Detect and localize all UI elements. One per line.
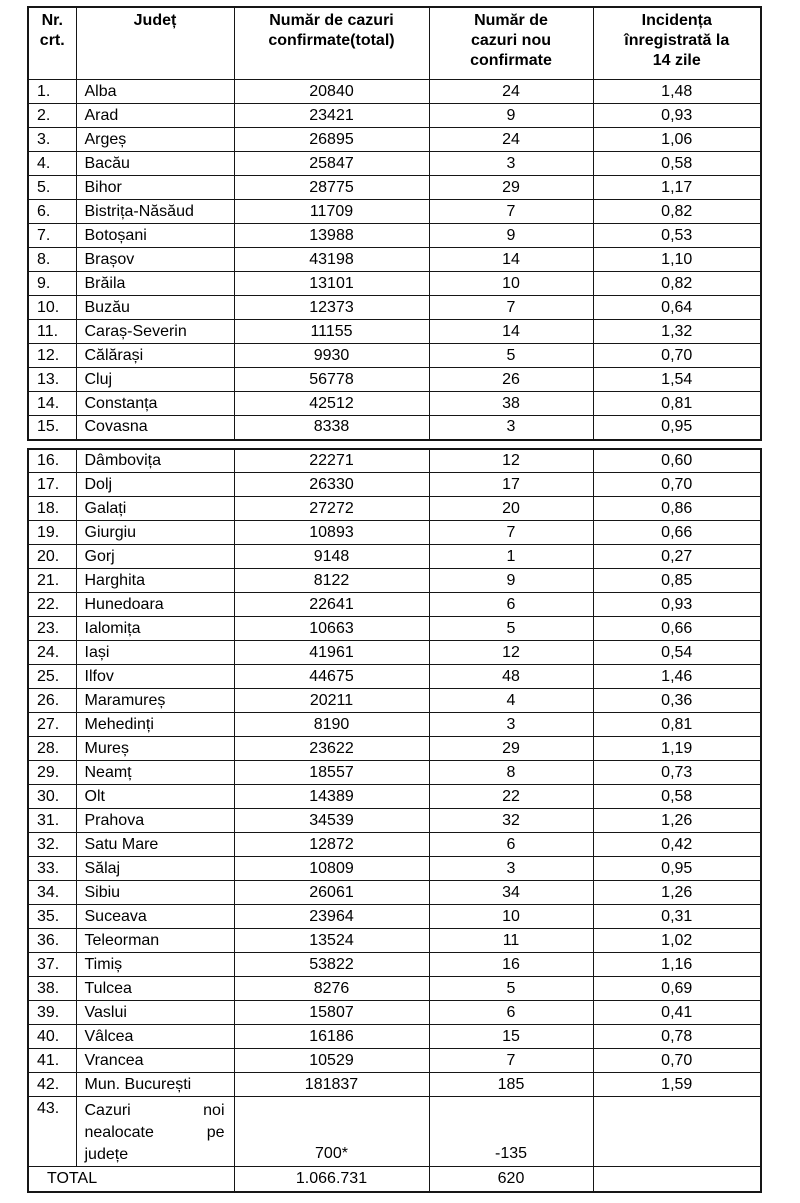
incidence-cell: 0,42 bbox=[593, 833, 761, 857]
total-confirmed-cell: 10893 bbox=[234, 521, 429, 545]
new-confirmed-cell: 8 bbox=[429, 761, 593, 785]
county-name-cell: Vrancea bbox=[76, 1049, 234, 1073]
table-row bbox=[28, 200, 761, 224]
total-confirmed-cell: 18557 bbox=[234, 761, 429, 785]
new-confirmed-cell: 24 bbox=[429, 80, 593, 104]
row-number-cell: 31. bbox=[28, 809, 76, 833]
incidence-cell: 1,17 bbox=[593, 176, 761, 200]
total-confirmed-cell: 10529 bbox=[234, 1049, 429, 1073]
table-body-part2 bbox=[28, 449, 761, 1097]
table-row bbox=[28, 224, 761, 248]
county-name-cell: Satu Mare bbox=[76, 833, 234, 857]
county-cases-table-wrap bbox=[27, 6, 764, 1193]
county-name-cell: Bihor bbox=[76, 176, 234, 200]
county-name-cell: Botoșani bbox=[76, 224, 234, 248]
total-confirmed-cell: 25847 bbox=[234, 152, 429, 176]
incidence-cell: 0,58 bbox=[593, 785, 761, 809]
new-confirmed-cell: 3 bbox=[429, 713, 593, 737]
table-row bbox=[28, 1073, 761, 1097]
col-header-judet: Județ bbox=[76, 7, 234, 80]
total-confirmed-cell: 1.066.731 bbox=[234, 1167, 429, 1192]
table-row bbox=[28, 569, 761, 593]
county-name-cell: Vâlcea bbox=[76, 1025, 234, 1049]
row-number-cell: 42. bbox=[28, 1073, 76, 1097]
new-confirmed-cell: 7 bbox=[429, 296, 593, 320]
total-confirmed-cell: 27272 bbox=[234, 497, 429, 521]
county-name-cell: Mureș bbox=[76, 737, 234, 761]
new-confirmed-cell: 3 bbox=[429, 152, 593, 176]
new-confirmed-cell: 5 bbox=[429, 977, 593, 1001]
row-number-cell: 40. bbox=[28, 1025, 76, 1049]
new-confirmed-cell: 24 bbox=[429, 128, 593, 152]
incidence-cell bbox=[593, 1167, 761, 1192]
row-number-cell: 37. bbox=[28, 953, 76, 977]
table-row bbox=[28, 368, 761, 392]
row-number-cell: 13. bbox=[28, 368, 76, 392]
total-confirmed-cell: 26061 bbox=[234, 881, 429, 905]
county-name-cell: Arad bbox=[76, 104, 234, 128]
incidence-cell: 1,26 bbox=[593, 809, 761, 833]
total-confirmed-cell: 26895 bbox=[234, 128, 429, 152]
table-row bbox=[28, 1025, 761, 1049]
row-number-cell: 2. bbox=[28, 104, 76, 128]
county-name-cell: Neamț bbox=[76, 761, 234, 785]
row-number-cell: 22. bbox=[28, 593, 76, 617]
row-number-cell: 39. bbox=[28, 1001, 76, 1025]
total-confirmed-cell: 11709 bbox=[234, 200, 429, 224]
table-row bbox=[28, 272, 761, 296]
incidence-cell: 1,19 bbox=[593, 737, 761, 761]
new-confirmed-cell: 12 bbox=[429, 641, 593, 665]
total-confirmed-cell: 13524 bbox=[234, 929, 429, 953]
county-name-cell: Mehedinți bbox=[76, 713, 234, 737]
county-name-cell-justified bbox=[76, 1097, 234, 1167]
justified-line-1: Cazuri noi bbox=[84, 1102, 225, 1119]
total-confirmed-cell: 8338 bbox=[234, 416, 429, 440]
total-confirmed-cell: 181837 bbox=[234, 1073, 429, 1097]
row-number-cell: 9. bbox=[28, 272, 76, 296]
incidence-cell: 0,69 bbox=[593, 977, 761, 1001]
county-name-cell: Prahova bbox=[76, 809, 234, 833]
row-number-cell: 30. bbox=[28, 785, 76, 809]
row-number-cell: 5. bbox=[28, 176, 76, 200]
table-row bbox=[28, 176, 761, 200]
row-number-cell: 32. bbox=[28, 833, 76, 857]
table-row bbox=[28, 473, 761, 497]
table-row bbox=[28, 977, 761, 1001]
county-name-cell: Sălaj bbox=[76, 857, 234, 881]
county-name-cell: Dolj bbox=[76, 473, 234, 497]
incidence-cell: 0,82 bbox=[593, 272, 761, 296]
total-confirmed-cell: 8190 bbox=[234, 713, 429, 737]
incidence-cell: 0,41 bbox=[593, 1001, 761, 1025]
table-body-special bbox=[28, 1097, 761, 1192]
row-number-cell: 18. bbox=[28, 497, 76, 521]
table-row bbox=[28, 1049, 761, 1073]
new-confirmed-cell: 7 bbox=[429, 521, 593, 545]
total-confirmed-cell: 23421 bbox=[234, 104, 429, 128]
new-confirmed-cell: 34 bbox=[429, 881, 593, 905]
total-confirmed-cell: 44675 bbox=[234, 665, 429, 689]
row-number-cell: 38. bbox=[28, 977, 76, 1001]
row-number-cell: 7. bbox=[28, 224, 76, 248]
incidence-cell: 0,73 bbox=[593, 761, 761, 785]
county-name-cell: Harghita bbox=[76, 569, 234, 593]
incidence-cell: 0,70 bbox=[593, 344, 761, 368]
new-confirmed-cell: 17 bbox=[429, 473, 593, 497]
total-confirmed-cell: 15807 bbox=[234, 1001, 429, 1025]
row-number-cell: 28. bbox=[28, 737, 76, 761]
county-name-cell: Constanța bbox=[76, 392, 234, 416]
incidence-cell: 1,46 bbox=[593, 665, 761, 689]
county-name-cell: Ialomița bbox=[76, 617, 234, 641]
county-name-cell: Buzău bbox=[76, 296, 234, 320]
header-row bbox=[28, 7, 761, 80]
table-row bbox=[28, 881, 761, 905]
incidence-cell: 0,93 bbox=[593, 104, 761, 128]
total-confirmed-cell: 26330 bbox=[234, 473, 429, 497]
row-number-cell: 3. bbox=[28, 128, 76, 152]
table-row bbox=[28, 128, 761, 152]
county-name-cell: Vaslui bbox=[76, 1001, 234, 1025]
total-confirmed-cell: 9148 bbox=[234, 545, 429, 569]
table-row bbox=[28, 392, 761, 416]
table-row bbox=[28, 737, 761, 761]
total-confirmed-cell: 700* bbox=[234, 1097, 429, 1167]
table-row bbox=[28, 761, 761, 785]
incidence-cell: 0,86 bbox=[593, 497, 761, 521]
table-row bbox=[28, 617, 761, 641]
incidence-cell: 1,10 bbox=[593, 248, 761, 272]
new-confirmed-cell: 14 bbox=[429, 248, 593, 272]
new-confirmed-cell: 10 bbox=[429, 905, 593, 929]
table-row bbox=[28, 248, 761, 272]
total-confirmed-cell: 13988 bbox=[234, 224, 429, 248]
row-number-cell: 25. bbox=[28, 665, 76, 689]
new-confirmed-cell: 620 bbox=[429, 1167, 593, 1192]
new-confirmed-cell: 5 bbox=[429, 344, 593, 368]
total-confirmed-cell: 10809 bbox=[234, 857, 429, 881]
new-confirmed-cell: 185 bbox=[429, 1073, 593, 1097]
county-name-cell: Cluj bbox=[76, 368, 234, 392]
county-name-cell: Brașov bbox=[76, 248, 234, 272]
incidence-cell: 0,78 bbox=[593, 1025, 761, 1049]
row-number-cell: 15. bbox=[28, 416, 76, 440]
new-confirmed-cell: 16 bbox=[429, 953, 593, 977]
row-number-cell: 33. bbox=[28, 857, 76, 881]
new-confirmed-cell: 6 bbox=[429, 833, 593, 857]
total-confirmed-cell: 9930 bbox=[234, 344, 429, 368]
new-confirmed-cell: 9 bbox=[429, 104, 593, 128]
county-name-cell: Caraș-Severin bbox=[76, 320, 234, 344]
row-number-cell: 21. bbox=[28, 569, 76, 593]
row-number-cell: 34. bbox=[28, 881, 76, 905]
table-row bbox=[28, 449, 761, 473]
incidence-cell: 0,70 bbox=[593, 473, 761, 497]
row-number-cell: 16. bbox=[28, 449, 76, 473]
total-confirmed-cell: 8276 bbox=[234, 977, 429, 1001]
row-number-cell: 17. bbox=[28, 473, 76, 497]
new-confirmed-cell: 32 bbox=[429, 809, 593, 833]
county-name-cell: Călărași bbox=[76, 344, 234, 368]
table-row bbox=[28, 929, 761, 953]
row-number-cell: 24. bbox=[28, 641, 76, 665]
row-number-cell: 12. bbox=[28, 344, 76, 368]
table-row bbox=[28, 80, 761, 104]
new-confirmed-cell: 9 bbox=[429, 224, 593, 248]
table-row bbox=[28, 713, 761, 737]
row-number-cell: 10. bbox=[28, 296, 76, 320]
county-name-cell: Tulcea bbox=[76, 977, 234, 1001]
justified-line-2: nealocate pe bbox=[84, 1124, 225, 1141]
table-row bbox=[28, 497, 761, 521]
table-row bbox=[28, 953, 761, 977]
row-number-cell: 20. bbox=[28, 545, 76, 569]
county-name-cell: Bistrița-Năsăud bbox=[76, 200, 234, 224]
incidence-cell: 0,82 bbox=[593, 200, 761, 224]
incidence-cell: 0,54 bbox=[593, 641, 761, 665]
table-row bbox=[28, 665, 761, 689]
county-name-cell: Sibiu bbox=[76, 881, 234, 905]
total-confirmed-cell: 23964 bbox=[234, 905, 429, 929]
total-confirmed-cell: 12872 bbox=[234, 833, 429, 857]
new-confirmed-cell: 3 bbox=[429, 857, 593, 881]
incidence-cell: 0,64 bbox=[593, 296, 761, 320]
incidence-cell: 1,48 bbox=[593, 80, 761, 104]
incidence-cell: 1,32 bbox=[593, 320, 761, 344]
col-header-new-cases: Număr de cazuri nou confirmate bbox=[429, 7, 593, 80]
new-confirmed-cell: 9 bbox=[429, 569, 593, 593]
col-header-incidence: Incidența înregistrată la 14 zile bbox=[593, 7, 761, 80]
incidence-cell: 0,66 bbox=[593, 521, 761, 545]
row-number-cell: 19. bbox=[28, 521, 76, 545]
new-confirmed-cell: 5 bbox=[429, 617, 593, 641]
total-confirmed-cell: 20840 bbox=[234, 80, 429, 104]
table-row bbox=[28, 320, 761, 344]
row-number-cell: 35. bbox=[28, 905, 76, 929]
new-confirmed-cell: 1 bbox=[429, 545, 593, 569]
total-confirmed-cell: 14389 bbox=[234, 785, 429, 809]
row-number-cell: 1. bbox=[28, 80, 76, 104]
new-confirmed-cell: 10 bbox=[429, 272, 593, 296]
new-confirmed-cell: 48 bbox=[429, 665, 593, 689]
county-name-cell: Brăila bbox=[76, 272, 234, 296]
new-confirmed-cell: -135 bbox=[429, 1097, 593, 1167]
total-label-cell: TOTAL bbox=[28, 1167, 234, 1192]
incidence-cell: 0,93 bbox=[593, 593, 761, 617]
row-number-cell: 41. bbox=[28, 1049, 76, 1073]
total-confirmed-cell: 16186 bbox=[234, 1025, 429, 1049]
row-number-cell: 8. bbox=[28, 248, 76, 272]
col-header-nr-crt: Nr. crt. bbox=[28, 7, 76, 80]
table-row bbox=[28, 296, 761, 320]
table-row bbox=[28, 641, 761, 665]
new-confirmed-cell: 6 bbox=[429, 593, 593, 617]
new-confirmed-cell: 29 bbox=[429, 176, 593, 200]
total-confirmed-cell: 56778 bbox=[234, 368, 429, 392]
new-confirmed-cell: 4 bbox=[429, 689, 593, 713]
incidence-cell: 0,31 bbox=[593, 905, 761, 929]
county-name-cell: Suceava bbox=[76, 905, 234, 929]
incidence-cell: 0,27 bbox=[593, 545, 761, 569]
new-confirmed-cell: 20 bbox=[429, 497, 593, 521]
county-name-cell: Giurgiu bbox=[76, 521, 234, 545]
new-confirmed-cell: 7 bbox=[429, 200, 593, 224]
total-confirmed-cell: 53822 bbox=[234, 953, 429, 977]
new-confirmed-cell: 26 bbox=[429, 368, 593, 392]
table-row bbox=[28, 521, 761, 545]
row-number-cell: 23. bbox=[28, 617, 76, 641]
county-name-cell: Alba bbox=[76, 80, 234, 104]
new-confirmed-cell: 14 bbox=[429, 320, 593, 344]
total-confirmed-cell: 20211 bbox=[234, 689, 429, 713]
total-confirmed-cell: 28775 bbox=[234, 176, 429, 200]
incidence-cell: 0,70 bbox=[593, 1049, 761, 1073]
new-confirmed-cell: 6 bbox=[429, 1001, 593, 1025]
total-confirmed-cell: 41961 bbox=[234, 641, 429, 665]
new-confirmed-cell: 12 bbox=[429, 449, 593, 473]
county-name-cell: Timiș bbox=[76, 953, 234, 977]
row-number-cell: 29. bbox=[28, 761, 76, 785]
table-row bbox=[28, 785, 761, 809]
new-confirmed-cell: 22 bbox=[429, 785, 593, 809]
table-row bbox=[28, 905, 761, 929]
incidence-cell: 0,81 bbox=[593, 392, 761, 416]
total-confirmed-cell: 10663 bbox=[234, 617, 429, 641]
table-row bbox=[28, 152, 761, 176]
row-number-cell: 36. bbox=[28, 929, 76, 953]
county-name-cell: Galați bbox=[76, 497, 234, 521]
incidence-cell: 0,81 bbox=[593, 713, 761, 737]
new-confirmed-cell: 11 bbox=[429, 929, 593, 953]
incidence-cell: 1,16 bbox=[593, 953, 761, 977]
county-name-cell: Argeș bbox=[76, 128, 234, 152]
table-body-part1 bbox=[28, 80, 761, 440]
county-name-cell: Iași bbox=[76, 641, 234, 665]
table-row bbox=[28, 1001, 761, 1025]
table-row bbox=[28, 344, 761, 368]
county-name-cell: Covasna bbox=[76, 416, 234, 440]
incidence-cell bbox=[593, 1097, 761, 1167]
table-row bbox=[28, 593, 761, 617]
total-confirmed-cell: 23622 bbox=[234, 737, 429, 761]
incidence-cell: 0,95 bbox=[593, 857, 761, 881]
incidence-cell: 1,59 bbox=[593, 1073, 761, 1097]
county-name-cell: Dâmbovița bbox=[76, 449, 234, 473]
incidence-cell: 0,36 bbox=[593, 689, 761, 713]
county-name-cell: Gorj bbox=[76, 545, 234, 569]
total-confirmed-cell: 22641 bbox=[234, 593, 429, 617]
new-confirmed-cell: 15 bbox=[429, 1025, 593, 1049]
county-cases-table-part1 bbox=[27, 6, 762, 441]
incidence-cell: 1,06 bbox=[593, 128, 761, 152]
county-name-cell: Mun. București bbox=[76, 1073, 234, 1097]
total-confirmed-cell: 11155 bbox=[234, 320, 429, 344]
justified-line-3: județe bbox=[84, 1146, 129, 1163]
table-row bbox=[28, 545, 761, 569]
table-row-total bbox=[28, 1167, 761, 1192]
county-name-cell: Teleorman bbox=[76, 929, 234, 953]
incidence-cell: 0,95 bbox=[593, 416, 761, 440]
total-confirmed-cell: 8122 bbox=[234, 569, 429, 593]
incidence-cell: 1,02 bbox=[593, 929, 761, 953]
table-row bbox=[28, 416, 761, 440]
row-number-cell: 43. bbox=[28, 1097, 76, 1167]
county-name-cell: Bacău bbox=[76, 152, 234, 176]
table-row bbox=[28, 833, 761, 857]
new-confirmed-cell: 7 bbox=[429, 1049, 593, 1073]
table-row bbox=[28, 104, 761, 128]
incidence-cell: 0,85 bbox=[593, 569, 761, 593]
row-number-cell: 11. bbox=[28, 320, 76, 344]
incidence-cell: 0,53 bbox=[593, 224, 761, 248]
county-name-cell: Olt bbox=[76, 785, 234, 809]
total-confirmed-cell: 42512 bbox=[234, 392, 429, 416]
table-row bbox=[28, 689, 761, 713]
total-confirmed-cell: 12373 bbox=[234, 296, 429, 320]
county-name-cell: Ilfov bbox=[76, 665, 234, 689]
county-name-cell: Maramureș bbox=[76, 689, 234, 713]
county-name-cell: Hunedoara bbox=[76, 593, 234, 617]
incidence-cell: 1,54 bbox=[593, 368, 761, 392]
col-header-total-cases: Număr de cazuri confirmate(total) bbox=[234, 7, 429, 80]
incidence-cell: 0,60 bbox=[593, 449, 761, 473]
new-confirmed-cell: 29 bbox=[429, 737, 593, 761]
incidence-cell: 0,66 bbox=[593, 617, 761, 641]
row-number-cell: 4. bbox=[28, 152, 76, 176]
table-row bbox=[28, 809, 761, 833]
table-row bbox=[28, 857, 761, 881]
total-confirmed-cell: 22271 bbox=[234, 449, 429, 473]
county-cases-table-part2 bbox=[27, 448, 762, 1193]
row-number-cell: 27. bbox=[28, 713, 76, 737]
table-row-unallocated bbox=[28, 1097, 761, 1167]
incidence-cell: 1,26 bbox=[593, 881, 761, 905]
row-number-cell: 6. bbox=[28, 200, 76, 224]
total-confirmed-cell: 43198 bbox=[234, 248, 429, 272]
row-number-cell: 14. bbox=[28, 392, 76, 416]
new-confirmed-cell: 3 bbox=[429, 416, 593, 440]
total-confirmed-cell: 13101 bbox=[234, 272, 429, 296]
incidence-cell: 0,58 bbox=[593, 152, 761, 176]
new-confirmed-cell: 38 bbox=[429, 392, 593, 416]
total-confirmed-cell: 34539 bbox=[234, 809, 429, 833]
row-number-cell: 26. bbox=[28, 689, 76, 713]
